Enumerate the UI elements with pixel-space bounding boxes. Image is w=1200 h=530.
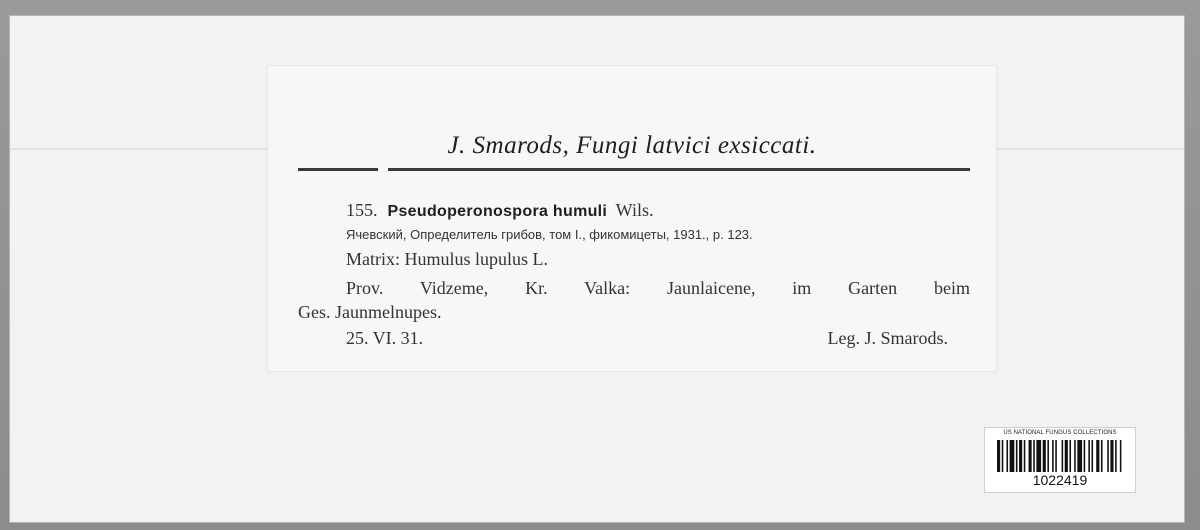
species-author: Wils. [615, 200, 654, 220]
barcode-bar [1069, 440, 1071, 472]
matrix-line: Matrix: Humulus lupulus L. [346, 249, 548, 269]
barcode-bar [1016, 440, 1018, 472]
barcode-bar [1043, 440, 1046, 472]
barcode-bar [1096, 440, 1099, 472]
specimen-label [268, 66, 996, 371]
barcode-bar [1092, 440, 1094, 472]
barcode-bar [1115, 440, 1117, 472]
locality-line-2: Ges. Jaunmelnupes. [298, 302, 442, 322]
barcode-caption: US NATIONAL FUNGUS COLLECTIONS [1003, 430, 1117, 436]
barcode-bar [1084, 440, 1086, 472]
barcode-bar [1065, 440, 1068, 472]
barcode-bar [1010, 440, 1015, 472]
locality-line-1: Prov. Vidzeme, Kr. Valka: Jaunlaicene, im Garten beim [346, 278, 970, 298]
barcode-bar [1110, 440, 1113, 472]
barcode-bar [1074, 440, 1076, 472]
collector: Leg. J. Smarods. [827, 328, 948, 348]
barcode-bar [1088, 440, 1090, 472]
barcode-bar [1077, 440, 1082, 472]
barcode-bar [997, 440, 1000, 472]
barcode-bar [1047, 440, 1049, 472]
barcode-bar [1055, 440, 1057, 472]
label-title: J. Smarods, Fungi latvici exsiccati. [447, 132, 817, 159]
barcode-bar [1036, 440, 1041, 472]
barcode-bar [1062, 440, 1064, 472]
catalog-number: 1022419 [1032, 472, 1088, 488]
barcode-bar [1033, 440, 1035, 472]
barcode-bar [1120, 440, 1122, 472]
species-line [346, 200, 653, 221]
title-rule [298, 168, 970, 171]
barcode-bar [1006, 440, 1008, 472]
barcode-bar [1029, 440, 1032, 472]
barcode-bar [1002, 440, 1004, 472]
barcode [997, 440, 1123, 472]
barcode-bar [1052, 440, 1054, 472]
reference-line: Ячевский, Определитель грибов, том I., фикомицеты, 1931., p. 123. [346, 227, 753, 242]
barcode-bar [1024, 440, 1026, 472]
barcode-bar [1019, 440, 1022, 472]
species-name: Pseudoperonospora humuli [387, 203, 608, 220]
specimen-number: 155. [346, 200, 378, 220]
barcode-bar [1101, 440, 1103, 472]
barcode-bar [1107, 440, 1109, 472]
collection-date: 25. VI. 31. [346, 328, 424, 348]
barcode-label [985, 428, 1135, 492]
